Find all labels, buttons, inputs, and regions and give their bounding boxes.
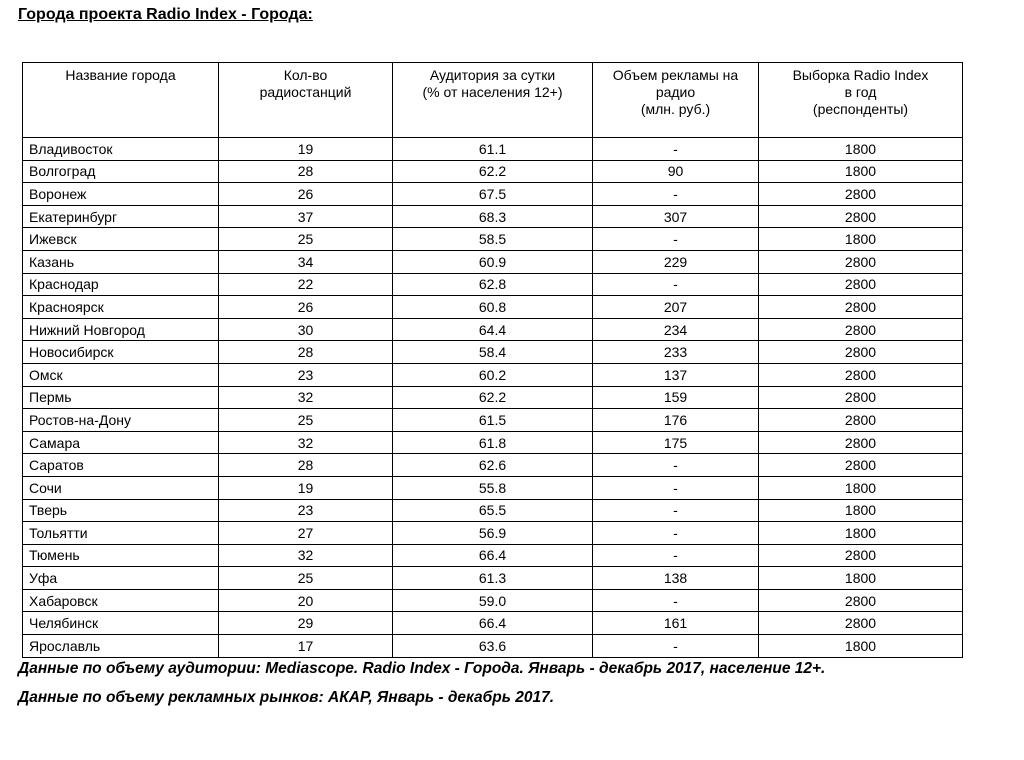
cell-sample: 1800 (759, 499, 963, 522)
cell-audience: 62.6 (393, 454, 593, 477)
cell-sample: 2800 (759, 544, 963, 567)
cell-city: Ярославль (23, 635, 219, 658)
cell-ad-volume: - (593, 183, 759, 206)
table-row (23, 138, 963, 161)
cell-city: Саратов (23, 454, 219, 477)
cell-city: Краснодар (23, 273, 219, 296)
cell-stations: 28 (219, 454, 393, 477)
footnote-ad-market: Данные по объему рекламных рынков: АКАР, Январь - декабрь 2017. (18, 689, 555, 706)
cell-audience: 61.3 (393, 567, 593, 590)
cell-stations: 28 (219, 160, 393, 183)
cell-sample: 2800 (759, 454, 963, 477)
cell-sample: 2800 (759, 296, 963, 319)
table-row (23, 341, 963, 364)
cell-audience: 67.5 (393, 183, 593, 206)
cell-stations: 26 (219, 296, 393, 319)
table-row (23, 296, 963, 319)
table-row (23, 635, 963, 658)
cell-stations: 19 (219, 138, 393, 161)
cell-city: Волгоград (23, 160, 219, 183)
cell-sample: 1800 (759, 160, 963, 183)
table-row (23, 522, 963, 545)
cell-audience: 60.9 (393, 250, 593, 273)
cell-city: Челябинск (23, 612, 219, 635)
cell-sample: 1800 (759, 228, 963, 251)
cell-ad-volume: 307 (593, 205, 759, 228)
cell-stations: 25 (219, 567, 393, 590)
cell-city: Тольятти (23, 522, 219, 545)
table-row (23, 499, 963, 522)
cell-audience: 68.3 (393, 205, 593, 228)
cell-ad-volume: 161 (593, 612, 759, 635)
cell-sample: 2800 (759, 250, 963, 273)
table-body (23, 138, 963, 658)
cell-stations: 30 (219, 318, 393, 341)
cell-stations: 25 (219, 409, 393, 432)
cell-sample: 2800 (759, 612, 963, 635)
cell-ad-volume: 234 (593, 318, 759, 341)
cell-city: Омск (23, 363, 219, 386)
cell-ad-volume: 175 (593, 431, 759, 454)
cell-stations: 32 (219, 386, 393, 409)
table-row (23, 409, 963, 432)
cell-stations: 19 (219, 476, 393, 499)
cell-city: Нижний Новгород (23, 318, 219, 341)
cell-ad-volume: - (593, 589, 759, 612)
cell-stations: 32 (219, 544, 393, 567)
cell-stations: 26 (219, 183, 393, 206)
cell-sample: 2800 (759, 183, 963, 206)
cell-audience: 55.8 (393, 476, 593, 499)
table-row (23, 205, 963, 228)
cell-sample: 2800 (759, 409, 963, 432)
page-title: Города проекта Radio Index - Города: (18, 6, 313, 23)
cell-city: Тверь (23, 499, 219, 522)
cell-ad-volume: - (593, 138, 759, 161)
cell-stations: 29 (219, 612, 393, 635)
cell-ad-volume: 159 (593, 386, 759, 409)
cell-ad-volume: - (593, 635, 759, 658)
cell-audience: 61.8 (393, 431, 593, 454)
cell-audience: 63.6 (393, 635, 593, 658)
cell-city: Ижевск (23, 228, 219, 251)
cell-sample: 2800 (759, 589, 963, 612)
cell-ad-volume: 176 (593, 409, 759, 432)
cell-ad-volume: - (593, 454, 759, 477)
cell-sample: 2800 (759, 363, 963, 386)
cell-ad-volume: 233 (593, 341, 759, 364)
cell-ad-volume: - (593, 499, 759, 522)
cell-audience: 61.1 (393, 138, 593, 161)
cell-stations: 37 (219, 205, 393, 228)
header-city: Название города (23, 63, 219, 138)
cell-stations: 23 (219, 499, 393, 522)
header-audience: Аудитория за сутки (% от населения 12+) (393, 63, 593, 138)
table-row (23, 250, 963, 273)
cell-sample: 1800 (759, 567, 963, 590)
cell-audience: 66.4 (393, 612, 593, 635)
cell-stations: 20 (219, 589, 393, 612)
cell-sample: 2800 (759, 341, 963, 364)
cell-audience: 60.2 (393, 363, 593, 386)
cell-ad-volume: 137 (593, 363, 759, 386)
table-row (23, 454, 963, 477)
cell-audience: 56.9 (393, 522, 593, 545)
cell-audience: 62.2 (393, 386, 593, 409)
table-row (23, 228, 963, 251)
table-row (23, 160, 963, 183)
table-row (23, 476, 963, 499)
cell-city: Хабаровск (23, 589, 219, 612)
header-ad-volume: Объем рекламы на радио (млн. руб.) (593, 63, 759, 138)
cell-sample: 2800 (759, 386, 963, 409)
cell-sample: 2800 (759, 273, 963, 296)
table-header-row (23, 63, 963, 138)
cell-ad-volume: 229 (593, 250, 759, 273)
cell-audience: 62.2 (393, 160, 593, 183)
cell-stations: 32 (219, 431, 393, 454)
cell-audience: 58.4 (393, 341, 593, 364)
cell-city: Екатеринбург (23, 205, 219, 228)
cell-audience: 66.4 (393, 544, 593, 567)
cell-audience: 64.4 (393, 318, 593, 341)
cell-stations: 22 (219, 273, 393, 296)
cell-stations: 23 (219, 363, 393, 386)
cell-ad-volume: 138 (593, 567, 759, 590)
cell-ad-volume: - (593, 476, 759, 499)
cell-city: Казань (23, 250, 219, 273)
cell-audience: 61.5 (393, 409, 593, 432)
cell-audience: 59.0 (393, 589, 593, 612)
cell-ad-volume: - (593, 544, 759, 567)
cell-city: Пермь (23, 386, 219, 409)
cell-stations: 34 (219, 250, 393, 273)
cell-audience: 62.8 (393, 273, 593, 296)
cell-stations: 27 (219, 522, 393, 545)
cell-stations: 17 (219, 635, 393, 658)
cell-ad-volume: - (593, 228, 759, 251)
header-stations: Кол-во радиостанций (219, 63, 393, 138)
cell-city: Уфа (23, 567, 219, 590)
cell-stations: 25 (219, 228, 393, 251)
cell-ad-volume: 90 (593, 160, 759, 183)
cell-sample: 2800 (759, 431, 963, 454)
table-row (23, 183, 963, 206)
cell-sample: 1800 (759, 476, 963, 499)
table-row (23, 273, 963, 296)
cell-ad-volume: - (593, 273, 759, 296)
table-row (23, 567, 963, 590)
table-row (23, 363, 963, 386)
cell-city: Воронеж (23, 183, 219, 206)
table-row (23, 544, 963, 567)
cell-city: Тюмень (23, 544, 219, 567)
cell-audience: 60.8 (393, 296, 593, 319)
table-row (23, 386, 963, 409)
cell-sample: 2800 (759, 318, 963, 341)
cell-city: Самара (23, 431, 219, 454)
cell-city: Красноярск (23, 296, 219, 319)
cell-sample: 1800 (759, 635, 963, 658)
cell-audience: 65.5 (393, 499, 593, 522)
cell-ad-volume: - (593, 522, 759, 545)
cell-sample: 1800 (759, 138, 963, 161)
cell-ad-volume: 207 (593, 296, 759, 319)
cell-city: Ростов-на-Дону (23, 409, 219, 432)
table-row (23, 318, 963, 341)
footnote-audience: Данные по объему аудитории: Mediascope. Radio Index - Города. Январь - декабрь 2017, население 12+. (18, 660, 826, 677)
cell-city: Владивосток (23, 138, 219, 161)
cell-audience: 58.5 (393, 228, 593, 251)
cell-sample: 1800 (759, 522, 963, 545)
header-sample: Выборка Radio Index в год (респонденты) (759, 63, 963, 138)
cell-city: Сочи (23, 476, 219, 499)
cell-city: Новосибирск (23, 341, 219, 364)
table-row (23, 589, 963, 612)
table-row (23, 612, 963, 635)
cell-stations: 28 (219, 341, 393, 364)
cities-table (22, 62, 963, 658)
cell-sample: 2800 (759, 205, 963, 228)
table-row (23, 431, 963, 454)
